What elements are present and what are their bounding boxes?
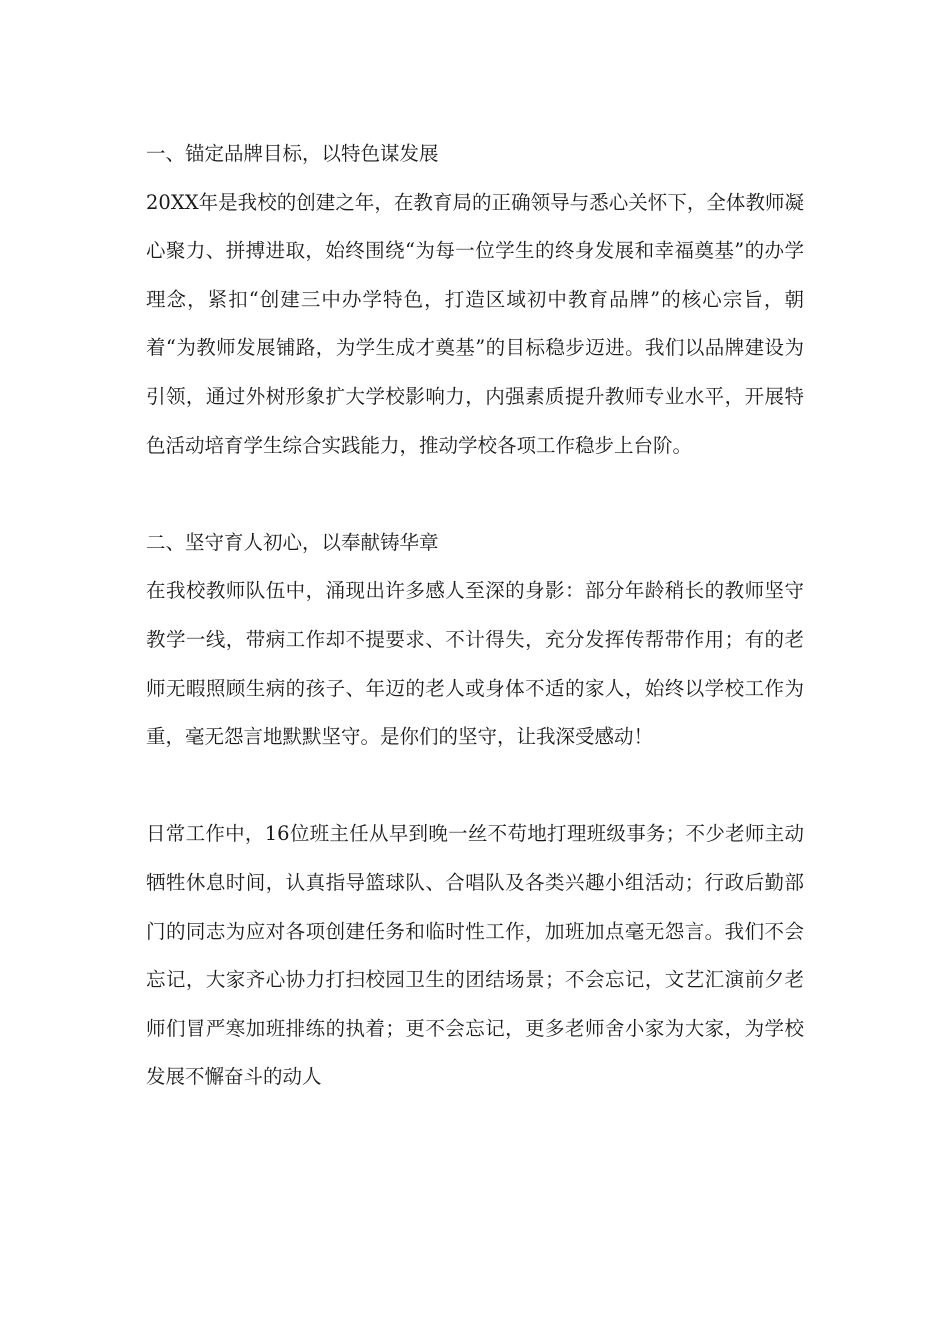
paragraph-spacer bbox=[146, 470, 804, 519]
section-2-heading: 二、坚守育人初心，以奉献铸华章 bbox=[146, 530, 439, 554]
section-2-paragraph-1: 在我校教师队伍中，涌现出许多感人至深的身影：部分年龄稍长的教师坚守教学一线，带病工作却不提要求、不计得失，充分发挥传帮带作用；有的老师无暇照顾生病的孩子、年迈的老人或身体不适的家人，始终以学校工作为重，毫无怨言地默默坚守。是你们的坚守，让我深受感动！ bbox=[146, 579, 804, 749]
section-1-paragraph: 20XX年是我校的创建之年，在教育局的正确领导与悉心关怀下，全体教师凝心聚力、拼搏进取，始终围绕“为每一位学生的终身发展和幸福奠基”的办学理念，紧扣“创建三中办学特色，打造区域初中教育品牌”的核心宗旨，朝着“为教师发展铺路，为学生成才奠基”的目标稳步迈进。我们以品牌建设为引领，通过外树形象扩大学校影响力，内强素质提升教师专业水平，开展特色活动培育学生综合实践能力，推动学校各项工作稳步上台阶。 bbox=[146, 190, 804, 457]
section-2-paragraph-2: 日常工作中，16位班主任从早到晚一丝不苟地打理班级事务；不少老师主动牺牲休息时间，认真指导篮球队、合唱队及各类兴趣小组活动；行政后勤部门的同志为应对各项创建任务和临时性工作，加班加点毫无怨言。我们不会忘记，大家齐心协力打扫校园卫生的团结场景；不会忘记，文艺汇演前夕老师们冒严寒加班排练的执着；更不会忘记，更多老师舍小家为大家，为学校发展不懈奋斗的动人 bbox=[146, 822, 804, 1089]
section-1-heading: 一、锚定品牌目标，以特色谋发展 bbox=[146, 142, 439, 165]
paragraph-spacer bbox=[146, 762, 804, 811]
document-body bbox=[146, 130, 804, 1102]
